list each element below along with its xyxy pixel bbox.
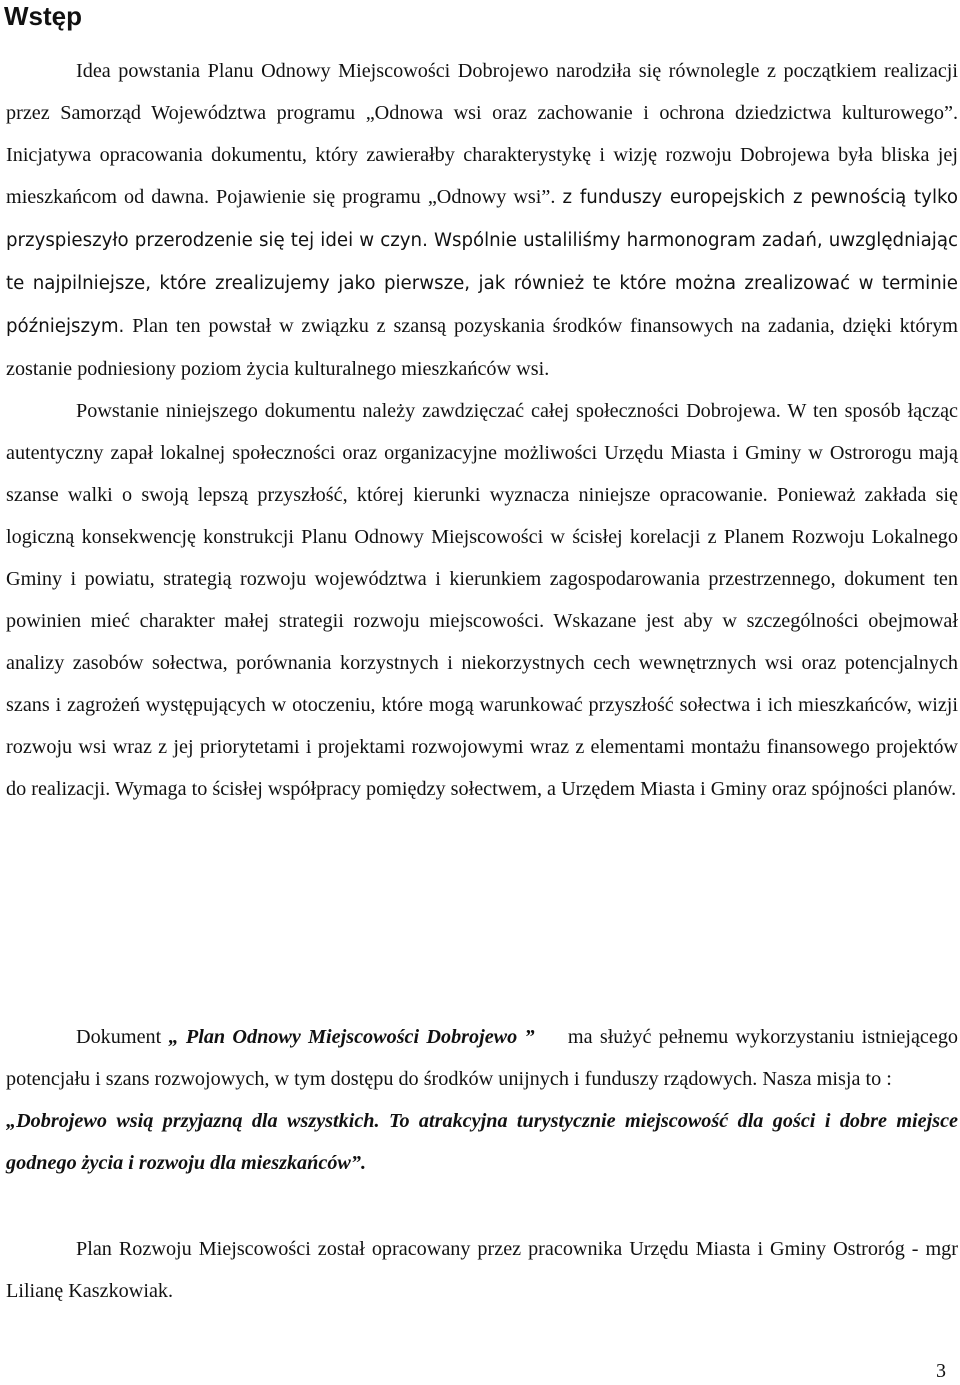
paragraph-community: Powstanie niniejszego dokumentu należy zawdzięczać całej społeczności Dobrojewa. W ten sposób łącząc autentyczny zapał lokalnej społeczności oraz organizacyjne możliwości Urzędu Miasta i Gminy w Ostrorogu mają szanse walki o swoją lepszą przyszłość, której kierunki wyznacza niniejsze opracowanie. Ponieważ zakłada się logiczną konsekwencję konstrukcji Planu Odnowy Miejscowości w ścisłej korelacji z Planem Rozwoju Lokalnego Gminy i powiatu, strategią rozwoju województwa i kierunkiem zagospodarowania przestrzennego, dokument ten powinien mieć charakter małej strategii rozwoju miejscowości. Wskazane jest aby w szczególności obejmował analizy zasobów sołectwa, porównania korzystnych i niekorzystnych cech wewnętrznych wsi oraz potencjalnych szans i zagrożeń występujących w otoczeniu, które mogą warunkować przyszłość sołectwa i ich mieszkańców, wizji rozwoju wsi wraz z jej priorytetami i projektami rozwojowymi wraz z elementami montażu finansowego projektów do realizacji. Wymaga to ścisłej współpracy pomiędzy sołectwem, a Urzędem Miasta i Gminy oraz spójności planów. xyxy=(6,400,958,800)
paragraph-origin-part3: Plan ten powstał w związku z szansą pozyskania środków finansowych na zadania, dzięki którym zostanie podniesiony poziom życia kulturalnego mieszkańców wsi. xyxy=(6,315,959,380)
paragraph-origin-part2: z funduszy europejskich z pewnością tylko przyspieszyło przerodzenie się tej idei w czyn. Wspólnie ustaliliśmy harmonogram zadań, uwzględniając te najpilniejsze, które zrealizujemy jako pierwsze, jak również te które można zrealizować w terminie późniejszym. xyxy=(6,187,959,337)
document-title: „ Plan Odnowy Miejscowości Dobrojewo ” xyxy=(168,1026,535,1048)
section-heading: Wstęp xyxy=(4,1,82,31)
mission-section xyxy=(6,1016,958,1184)
introduction-text xyxy=(6,50,958,810)
mission-statement: „Dobrojewo wsią przyjazną dla wszystkich. To atrakcyjna turystycznie miejscowość dla gości i dobre miejsce godnego życia i rozwoju dla mieszkańców”. xyxy=(6,1110,958,1174)
author-section xyxy=(6,1228,958,1312)
paragraph-origin-part1: Idea powstania Planu Odnowy Miejscowości Dobrojewo narodziła się równolegle z początkiem realizacji przez Samorząd Województwa programu „Odnowa wsi oraz zachowanie i ochrona dziedzictwa kulturowego”. Inicjatywa opracowania dokumentu, który zawierałby charakterystykę i wizję rozwoju Dobrojewa była bliska jej mieszkańcom od dawna. Pojawienie się programu „Odnowy wsi”. xyxy=(6,60,958,208)
page-number: 3 xyxy=(936,1360,946,1382)
document-purpose-text: ma służyć pełnemu wykorzystaniu istniejącego potencjału i szans rozwojowych, w tym dostępu do środków unijnych i funduszy rządowych. Nasza misja to : xyxy=(6,1026,959,1090)
paragraph-author: Plan Rozwoju Miejscowości został opracowany przez pracownika Urzędu Miasta i Gminy Ostroróg - mgr Lilianę Kaszkowiak. xyxy=(6,1238,958,1302)
document-lead: Dokument xyxy=(76,1026,162,1048)
paragraph-origin xyxy=(6,50,958,390)
paragraph-document-purpose xyxy=(6,1016,958,1100)
